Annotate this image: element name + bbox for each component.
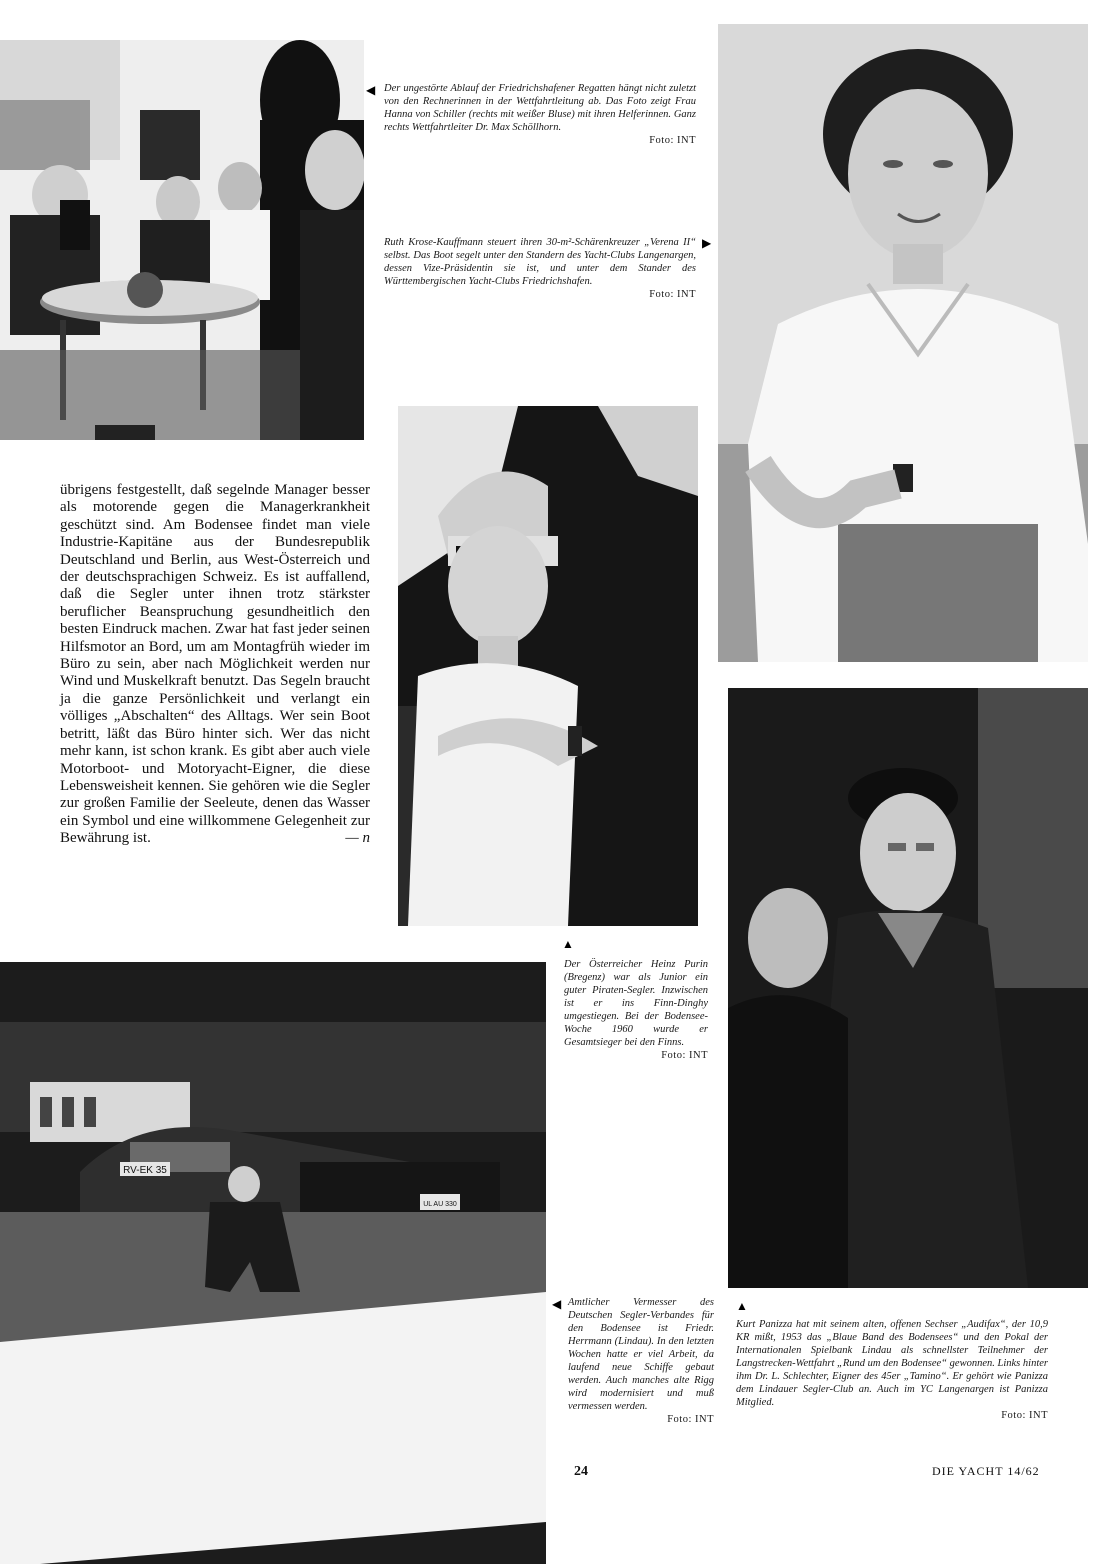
caption-regatta [384,82,696,147]
caption-herrmann [568,1296,714,1426]
caption-herrmann-credit: Foto: INT [667,1414,714,1425]
caption-panizza-credit: Foto: INT [1001,1410,1048,1421]
page-number: 24 [574,1464,588,1479]
caption-purin [564,958,708,1062]
article-body [60,482,370,848]
plate-right: UL AU 330 [423,1201,457,1208]
caption-herrmann-text: Amtlicher Vermesser des Deutschen Segler-Verbandes für den Bodensee ist Friedr. Herrmann (Lindau). In den letzten Wochen hatte er viel Arbeit, da laufend neue Schiffe gebaut werden. Auch manches alte Rigg wird modernisiert und muß vermessen werden. [568,1297,714,1412]
caption-panizza-text: Kurt Panizza hat mit seinem alten, offenen Sechser „Audifax“, der 10,9 KR mißt, 1953 das „Blaue Band des Bodensees“ und den Pokal der Internationalen Spielbank Lindau als schnellster Teilnehmer der Langstrecken-Wettfahrt „Rund um den Bodensee“ gewonnen. Links hinter ihm Dr. L. Schlechter, Eigner des 45er „Tamino“. Er gehört wie Panizza dem Lindauer Segler-Club an. Auch im YC Langenargen ist Panizza Mitglied. [736,1319,1048,1408]
photo-krose-kauffmann [718,24,1088,662]
caption-krose-text: Ruth Krose-Kauffmann steuert ihren 30-m²-Schärenkreuzer „Verena II“ selbst. Das Boot segelt unter den Standern des Yacht-Clubs Langenargen, dessen Vize-Präsidentin sie ist, und unter dem Stander des Württembergischen Yacht-Clubs Friedrichshafen. [384,237,696,287]
photo-kurt-panizza [728,688,1088,1288]
caption-krose-credit: Foto: INT [649,289,696,300]
caption-arrow-right-icon: ▶ [702,236,712,250]
article-signature: — n [345,830,370,847]
photo-heinz-purin [398,406,698,926]
caption-panizza [736,1318,1048,1422]
caption-arrow-up-icon: ▲ [562,937,574,951]
caption-arrow-left-icon-2: ◀ [552,1297,562,1311]
caption-krose [384,236,696,301]
photo-friedr-herrmann [0,962,546,1564]
magazine-footer: DIE YACHT 14/62 [932,1464,1040,1478]
caption-purin-credit: Foto: INT [661,1050,708,1061]
plate-left: RV-EK 35 [123,1165,167,1176]
photo-regatta-table [0,40,364,440]
caption-regatta-credit: Foto: INT [649,135,696,146]
caption-arrow-up-icon-2: ▲ [736,1299,748,1313]
caption-regatta-text: Der ungestörte Ablauf der Friedrichshafener Regatten hängt nicht zuletzt von den Rechnerinnen in der Wettfahrtleitung ab. Das Foto zeigt Frau Hanna von Schiller (rechts mit weißer Bluse) mit ihren Helferinnen. Ganz rechts Wettfahrtleiter Dr. Max Schöllhorn. [384,83,696,133]
caption-purin-text: Der Österreicher Heinz Purin (Bregenz) war als Junior ein guter Piraten-Segler. Inzwischen ist er ins Finn-Dinghy umgestiegen. Bei der Bodensee-Woche 1960 wurde er Gesamtsieger bei den Finns. [564,959,708,1048]
article-body-text: übrigens festgestellt, daß segelnde Manager besser als motorende gegen die Managerkrankheit geschützt sind. Am Bodensee findet man viele Industrie-Kapitäne aus der Bundesrepublik Deutschland und Berlin, aus West-Österreich und der deutschsprachigen Schweiz. Es ist auffallend, daß die Segler unter ihnen trotz stärkster beruflicher Beanspruchung gesundheitlich den besten Eindruck machen. Zwar hat fast jeder seinen Hilfsmotor an Bord, um am Montagfrüh wieder im Büro zu sein, aber nach Möglichkeit werden nur Wind und Muskelkraft benutzt. Das Segeln braucht ja die ganze Persönlichkeit und verlangt ein völliges „Abschalten“ des Alltags. Wer sein Boot betritt, läßt das Büro hinter sich. Wer das nicht mehr kann, ist schon krank. Es gibt aber auch viele Motorboot- und Motoryacht-Eigner, die diese Lebensweisheit kennen. Sie gehören wie die Segler zur großen Familie der Seeleute, denen das Wasser ein Symbol und eine willkommene Gelegenheit zur Bewährung ist. [60,482,370,847]
caption-arrow-left-icon: ◀ [366,83,376,97]
